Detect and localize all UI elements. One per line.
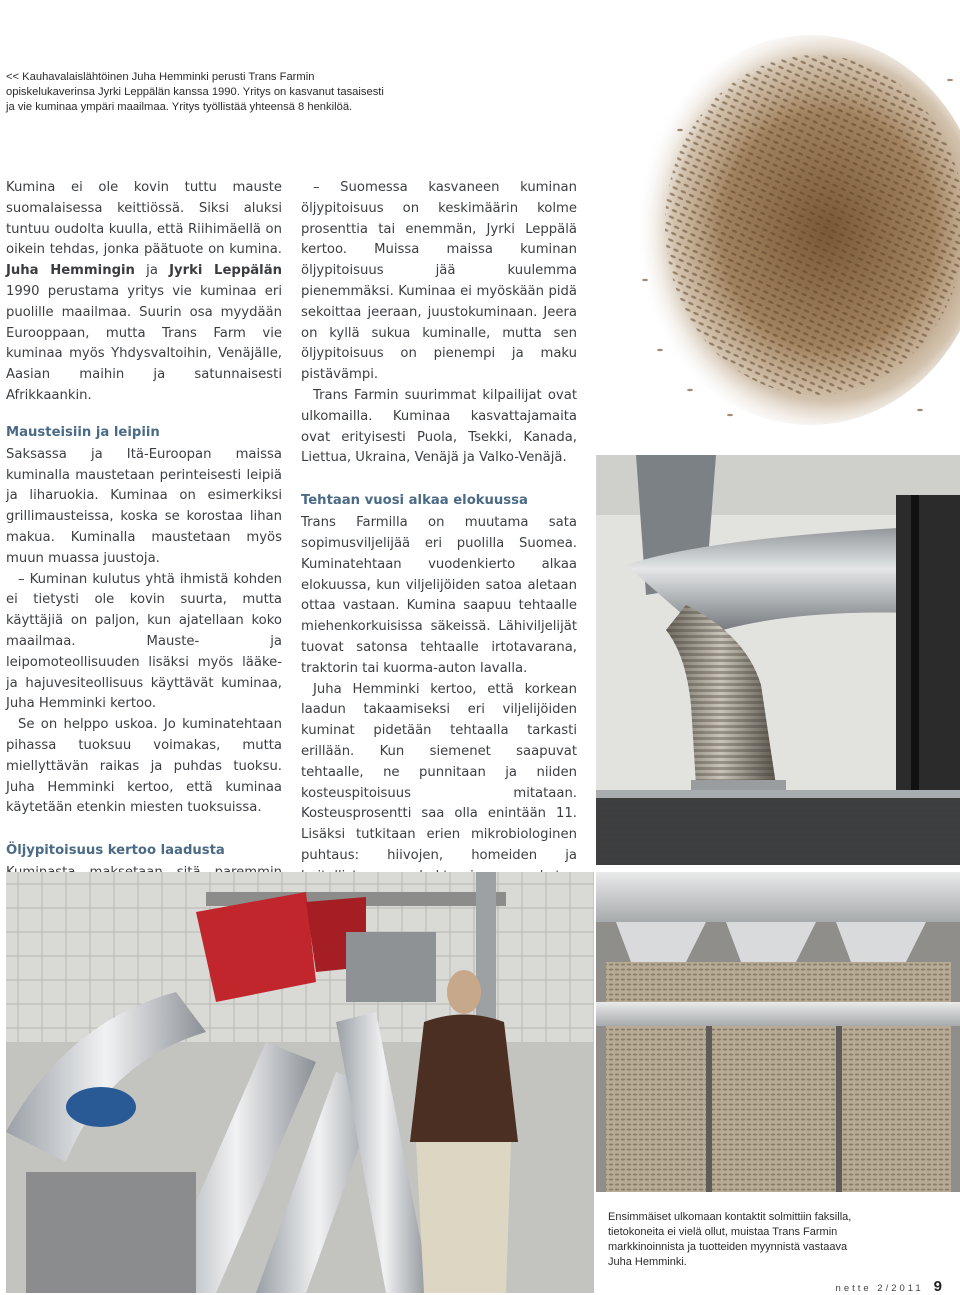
bottom-photo-caption: Ensimmäiset ulkomaan kontaktit solmittiin faksilla, tietokoneita ei vielä ollut, muistaa Trans Farmin markkinoinnista ja tuotteiden myynnistä vastaava Juha Hemminki.: [608, 1211, 852, 1268]
body-paragraph: Juha Hemminki kertoo, että korkean laadun takaamiseksi eri viljelijöiden kuminat pidetään tehtaalla tarkasti erillään. Kun siemenet saapuvat tehtaalle, ne punnitaan ja niiden kosteuspitoisuus mitataan. Kosteusprosentti saa olla enintään 11. Lisäksi tutkitaan erien mikrobiologinen puhtaus: hiivojen, homeiden ja: [301, 681, 577, 863]
section-heading-oil: Öljypitoisuus kertoo laadusta: [6, 843, 225, 859]
intro-paragraph: Kumina ei ole kovin tuttu mauste suomalaisessa keittiössä. Siksi aluksi tuntuu oudolta kuulla, että Riihimäellä on oikein tehdas, jonka päätuote on kumina. Juha Hemmingin ja Jyrki Leppälän 1990 perustama yritys vie kuminaa eri puolille maailmaa. Suurin osa myydään Eurooppaan, mutta Trans Farm vie kuminaa myös Yhdysvaltoihin, Venäjälle, Aasian maihin ja satunnaisesti Afrikkaankin.: [6, 180, 282, 403]
seed-trays-photo: [596, 872, 960, 1192]
man-head: [447, 970, 481, 1014]
name-jyrki: Jyrki Leppälän: [169, 263, 282, 279]
man-trousers: [416, 1142, 511, 1293]
factory-man-photo: [6, 872, 594, 1293]
name-juha: Juha Hemmingin: [6, 263, 135, 279]
factory-pipe-photo: [596, 455, 960, 865]
right-column: [301, 178, 577, 908]
body-paragraph: – Suomessa kasvaneen kuminan öljypitoisuus on keskimäärin kolme prosenttia tai enemmän, Jyrki Leppälä kertoo. Muissa maissa kuminan öljypitoisuus jää kuulemma pienemmäksi. Kuminaa ei myöskään pidä sekoittaa jeeraan, juustokuminaan. Jeera on kyllä sukua kuminalle, mutta sen öljypitoisuus on pienempi ja maku pistävämpi.: [301, 180, 577, 383]
body-paragraph: Saksassa ja Itä-Euroopan maissa kuminalla maustetaan perinteisesti leipiä ja liharuokia. Kuminaa on esimerkiksi grillimausteissa, koska se korostaa lihan makua. Kuminalla maustetaan myös muun muassa juustoja.: [6, 446, 282, 566]
left-column: [6, 178, 282, 946]
magazine-issue: nette 2/2011: [835, 1283, 924, 1294]
top-photo-caption: << Kauhavalaislähtöinen Juha Hemminki perusti Trans Farmin opiskelukaverinsa Jyrki Leppälän kanssa 1990. Yritys on kasvanut tasaisesti ja vie kuminaa ympäri maailmaa. Yritys työllistää yhteensä 8 henkilöä.: [6, 71, 384, 113]
cumin-seeds-photo: [620, 20, 960, 430]
factory-pipe-illustration: [596, 455, 960, 865]
page-number: 9: [933, 1278, 942, 1295]
body-paragraph: Trans Farmin suurimmat kilpailijat ovat ulkomailla. Kuminaa kasvattajamaita ovat erityisesti Puola, Tsekki, Kanada, Liettua, Ukraina, Venäjä ja Valko-Venäjä.: [301, 387, 577, 466]
page-footer: [836, 1278, 942, 1295]
section-heading-year: Tehtaan vuosi alkaa elokuussa: [301, 493, 528, 509]
factory-man-illustration: [6, 872, 594, 1293]
seed-trays-illustration: [596, 872, 960, 1192]
man-sweater: [410, 1015, 518, 1143]
body-paragraph: – Kuminan kulutus yhtä ihmistä kohden ei tietysti ole kovin suurta, mutta käyttäjiä on paljon, kun ajatellaan koko maailmaa. Mauste- ja leipomoteollisuuden lisäksi myös lääke- ja hajuvesiteollisuus käyttävät kuminaa, Juha Hemminki kertoo.: [6, 571, 282, 712]
section-heading-spices: Mausteisiin ja leipiin: [6, 424, 160, 440]
cumin-seeds-illustration: [620, 20, 960, 430]
body-paragraph: Se on helppo uskoa. Jo kuminatehtaan pihassa tuoksuu voimakas, mutta miellyttävän raikas ja puhdas tuoksu. Juha Hemminki kertoo, että kuminaa käytetään etenkin miesten tuoksuissa.: [6, 717, 282, 816]
body-paragraph: Trans Farmilla on muutama sata sopimusviljelijää eri puolilla Suomea. Kuminatehtaan vuodenkierto alkaa elokuussa, kun viljelijöiden satoa aletaan ottaa vastaan. Kumina saapuu tehtaalle miehenkorkuisissa säkeissä. Lähiviljelijät tuovat satonsa tehtaalle irtotavarana, traktorin tai kuorma-auton lavalla.: [301, 515, 577, 676]
